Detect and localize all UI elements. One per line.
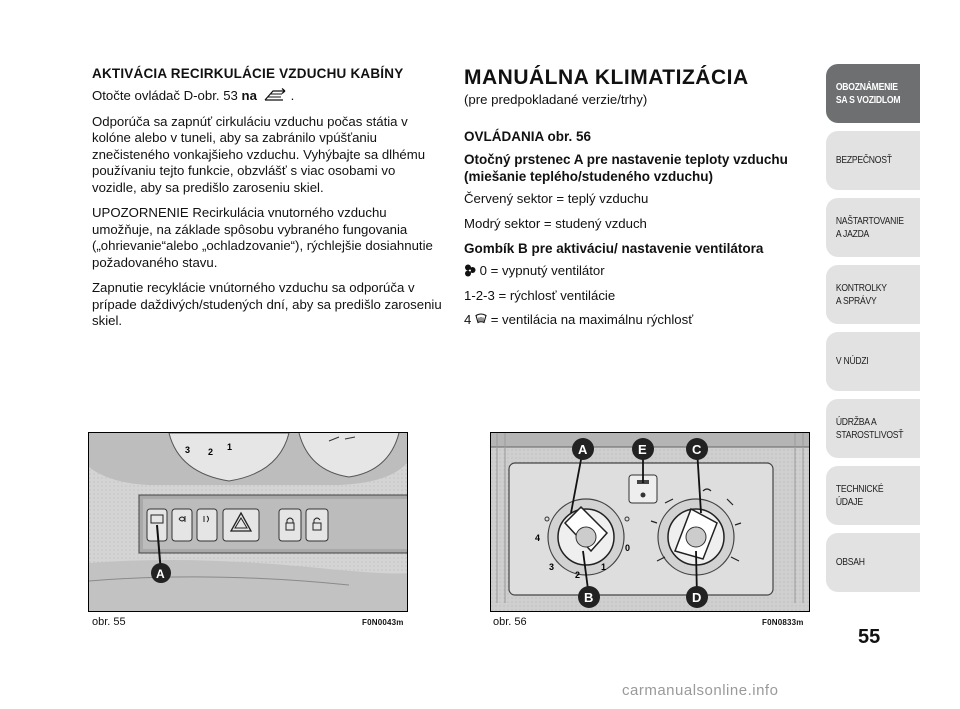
fan-scale-0: 0 <box>625 543 631 553</box>
watermark: carmanualsonline.info <box>622 682 779 699</box>
callout-e-label: E <box>638 442 647 457</box>
figure-56-code: F0N0833m <box>762 618 804 627</box>
callout-d-label: D <box>692 590 702 605</box>
fan-scale-4: 4 <box>535 533 541 543</box>
tab-label: BEZPEČNOSŤ <box>835 154 892 166</box>
blue-sector-text: Modrý sektor = studený vzduch <box>464 215 647 231</box>
callout-b-label: B <box>584 590 594 605</box>
fan-off-line: 0 = vypnutý ventilátor <box>464 263 812 280</box>
red-sector-text: Červený sektor = teplý vzduchu <box>464 191 649 206</box>
ring-a-heading: Otočný prstenec A pre nastavenie teploty vzduchu (miešanie teplého/studeného vzduchu) <box>464 152 788 184</box>
tab-starting-driving[interactable] <box>826 198 920 257</box>
fan-scale-2: 2 <box>575 570 581 580</box>
recirculation-heading: AKTIVÁCIA RECIRKULÁCIE VZDUCHU KABÍNY <box>92 66 404 81</box>
tab-warnings[interactable] <box>826 265 920 324</box>
tab-getting-to-know[interactable] <box>826 64 920 123</box>
manual-ac-subtitle: (pre predpokladané verzie/trhy) <box>464 92 648 107</box>
tab-contents[interactable] <box>826 533 920 592</box>
recirculation-warning: UPOZORNENIE Recirkulácia vnutorného vzduchu umožňuje, na základe spôsobu vybraného fungovania („ohrievanie“alebo „ochladzovanie“), rýchlejšie dosiahnutie požadovaného stavu. <box>92 205 433 270</box>
tab-label: TECHNICKÉ ÚDAJE <box>835 482 884 508</box>
switch-panel-illustration <box>89 433 407 611</box>
callout-a-label: A <box>578 442 588 457</box>
knob-b-heading: Gombík B pre aktiváciu/ nastavenie ventilátora <box>464 241 764 256</box>
dial-2-label: 2 <box>208 447 214 457</box>
manual-ac-section <box>464 66 812 337</box>
figure-55-code: F0N0043m <box>362 618 404 627</box>
climate-panel-illustration <box>491 433 809 611</box>
callout-c-label: C <box>692 442 702 457</box>
tab-label: ÚDRŽBA A STAROSTLIVOSŤ <box>835 415 904 441</box>
controls-heading: OVLÁDANIA obr. 56 <box>464 129 592 144</box>
figure-56 <box>490 432 810 612</box>
tab-technical-data[interactable] <box>826 466 920 525</box>
fan-max-line: 4 = ventilácia na maximálnu rýchlosť <box>464 312 694 327</box>
fan-speeds-line: 1-2-3 = rýchlosť ventilácie <box>464 287 616 303</box>
fan-scale-1: 1 <box>601 562 607 572</box>
tab-label: NAŠTARTOVANIE A JAZDA <box>835 214 904 240</box>
dial-1-label: 1 <box>227 442 233 452</box>
tab-label: OBOZNÁMENIE SA S VOZIDLOM <box>835 80 901 106</box>
tab-label: OBSAH <box>835 556 865 568</box>
windscreen-defrost-icon <box>475 313 487 326</box>
tab-emergency[interactable] <box>826 332 920 391</box>
manual-ac-title: MANUÁLNA KLIMATIZÁCIA <box>464 66 749 89</box>
tab-maintenance[interactable] <box>826 399 920 458</box>
tab-label: KONTROLKY A SPRÁVY <box>835 281 887 307</box>
tab-label: V NÚDZI <box>835 355 869 367</box>
page-number: 55 <box>858 626 881 648</box>
chapter-tabs <box>826 64 920 600</box>
recirculation-advice: Odporúča sa zapnúť cirkuláciu vzduchu počas státia v kolóne alebo v tuneli, aby sa zabránilo vpúšťaniu znečisteného vonkajšieho vzduchu. Vyhýbajte sa dlhému používaniu tejto funkcie, obzvlášť s viac osobami vo vozidle, aby sa predišlo zaroseniu skiel. <box>92 113 426 195</box>
recirculation-recommendation: Zapnutie recyklácie vnútorného vzduchu sa odporúča v prípade daždivých/studených dní, aby sa predišlo zaroseniu skiel. <box>92 280 442 328</box>
dial-3-label: 3 <box>185 445 191 455</box>
recirculation-section <box>92 66 442 339</box>
figure-56-caption: obr. 56 <box>493 616 527 628</box>
figure-55-caption: obr. 55 <box>92 616 126 628</box>
recirculation-instruction: Otočte ovládač D-obr. 53 na . <box>92 88 295 103</box>
fan-scale-3: 3 <box>549 562 555 572</box>
recirculation-icon <box>261 88 291 102</box>
figure-55 <box>88 432 408 612</box>
tab-safety[interactable] <box>826 131 920 190</box>
fan-icon <box>464 264 476 277</box>
callout-a-label: A <box>156 567 165 581</box>
